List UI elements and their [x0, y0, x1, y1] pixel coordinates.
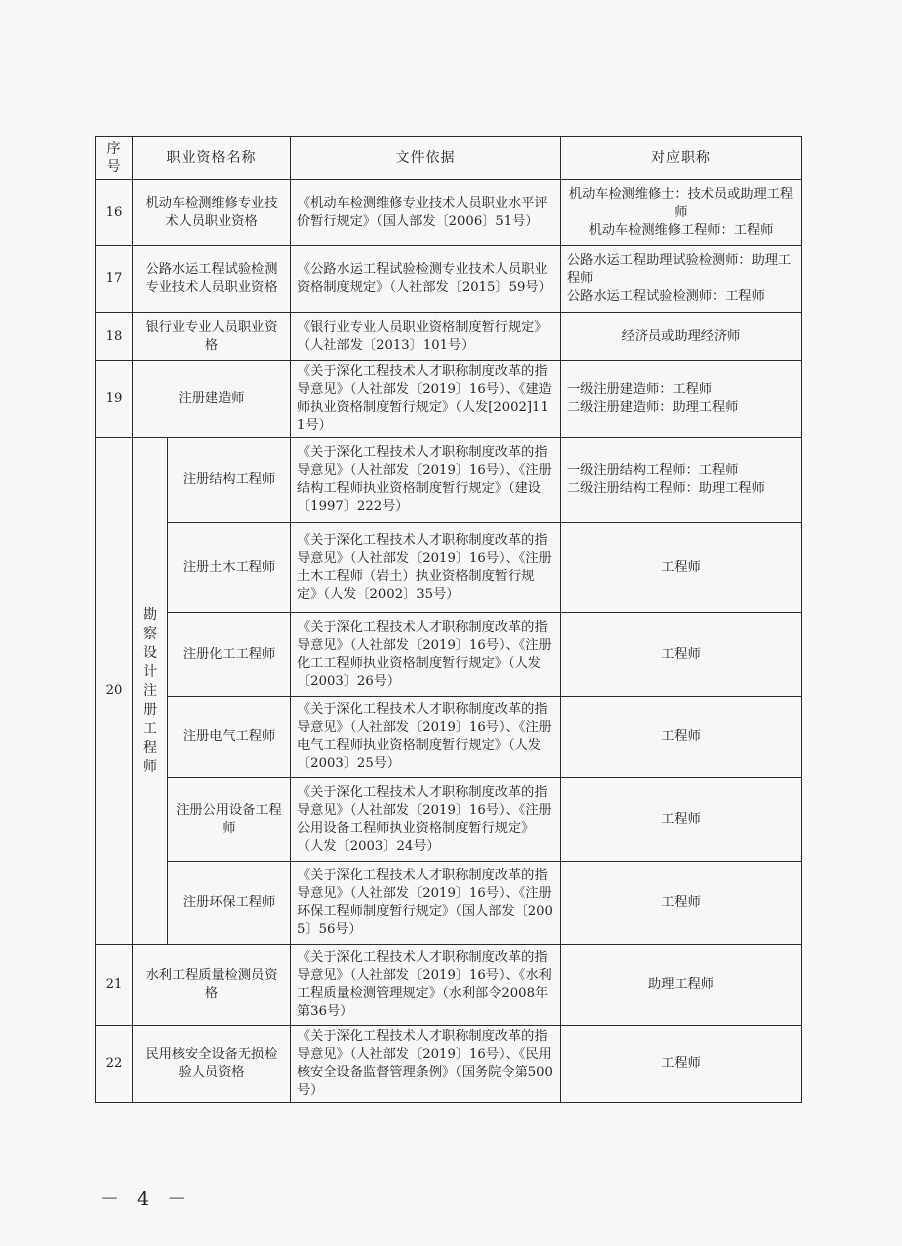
row-no: 21 — [96, 945, 133, 1026]
row-title: 公路水运工程助理试验检测师：助理工程师 公路水运工程试验检测师：工程师 — [561, 246, 802, 313]
row-title: 工程师 — [561, 862, 802, 945]
table-header-row — [96, 137, 802, 180]
row-name: 注册电气工程师 — [168, 697, 291, 778]
row-title: 一级注册结构工程师：工程师 二级注册结构工程师：助理工程师 — [561, 438, 802, 523]
row-basis: 《关于深化工程技术人才职称制度改革的指导意见》（人社部发〔2019〕16号）、《建造师执业资格制度暂行规定》（人发[2002]111号） — [291, 361, 561, 438]
row-no: 19 — [96, 361, 133, 438]
page-number: － 4 － — [100, 1188, 193, 1210]
group-category-label: 勘察设计注册工程师 — [143, 606, 157, 775]
row-name: 注册公用设备工程师 — [168, 778, 291, 862]
row-basis: 《关于深化工程技术人才职称制度改革的指导意见》（人社部发〔2019〕16号）、《注册电气工程师执业资格制度暂行规定》（人发〔2003〕25号） — [291, 697, 561, 778]
table-row — [96, 1026, 802, 1103]
header-name: 职业资格名称 — [133, 137, 291, 180]
row-name: 注册建造师 — [133, 361, 291, 438]
row-name: 银行业专业人员职业资格 — [133, 313, 291, 361]
row-name: 注册环保工程师 — [168, 862, 291, 945]
row-title: 工程师 — [561, 778, 802, 862]
row-no: 18 — [96, 313, 133, 361]
row-title: 机动车检测维修士：技术员或助理工程师 机动车检测维修工程师：工程师 — [561, 180, 802, 246]
row-no: 22 — [96, 1026, 133, 1103]
table-row — [96, 523, 802, 613]
row-no: 20 — [96, 438, 133, 945]
row-basis: 《关于深化工程技术人才职称制度改革的指导意见》（人社部发〔2019〕16号）、《注册土木工程师（岩土）执业资格制度暂行规定》（人发〔2002〕35号） — [291, 523, 561, 613]
row-name: 注册土木工程师 — [168, 523, 291, 613]
table-row — [96, 778, 802, 862]
table-row — [96, 246, 802, 313]
row-basis: 《关于深化工程技术人才职称制度改革的指导意见》（人社部发〔2019〕16号）、《注册公用设备工程师执业资格制度暂行规定》（人发〔2003〕24号） — [291, 778, 561, 862]
header-no: 序号 — [96, 137, 133, 180]
row-name: 注册结构工程师 — [168, 438, 291, 523]
row-title: 经济员或助理经济师 — [561, 313, 802, 361]
row-name: 机动车检测维修专业技术人员职业资格 — [133, 180, 291, 246]
group-category — [133, 438, 168, 945]
row-title: 工程师 — [561, 523, 802, 613]
row-title: 助理工程师 — [561, 945, 802, 1026]
table-row — [96, 697, 802, 778]
row-basis: 《机动车检测维修专业技术人员职业水平评价暂行规定》（国人部发〔2006〕51号） — [291, 180, 561, 246]
row-no: 17 — [96, 246, 133, 313]
table-row — [96, 862, 802, 945]
table-row — [96, 945, 802, 1026]
row-name: 注册化工工程师 — [168, 613, 291, 697]
row-basis: 《关于深化工程技术人才职称制度改革的指导意见》（人社部发〔2019〕16号）、《注册结构工程师执业资格制度暂行规定》（建设〔1997〕222号） — [291, 438, 561, 523]
row-basis: 《关于深化工程技术人才职称制度改革的指导意见》（人社部发〔2019〕16号）、《水利工程质量检测管理规定》（水利部令2008年第36号） — [291, 945, 561, 1026]
row-basis: 《关于深化工程技术人才职称制度改革的指导意见》（人社部发〔2019〕16号）、《民用核安全设备监督管理条例》（国务院令第500号） — [291, 1026, 561, 1103]
row-basis: 《关于深化工程技术人才职称制度改革的指导意见》（人社部发〔2019〕16号）、《注册化工工程师执业资格制度暂行规定》（人发〔2003〕26号） — [291, 613, 561, 697]
row-title: 工程师 — [561, 613, 802, 697]
table-row — [96, 361, 802, 438]
row-basis: 《银行业专业人员职业资格制度暂行规定》（人社部发〔2013〕101号） — [291, 313, 561, 361]
row-no: 16 — [96, 180, 133, 246]
header-title: 对应职称 — [561, 137, 802, 180]
table-row — [96, 438, 802, 523]
row-name: 水利工程质量检测员资格 — [133, 945, 291, 1026]
row-title: 工程师 — [561, 1026, 802, 1103]
qualification-table — [95, 136, 802, 1103]
table-row — [96, 613, 802, 697]
row-name: 公路水运工程试验检测专业技术人员职业资格 — [133, 246, 291, 313]
row-basis: 《公路水运工程试验检测专业技术人员职业资格制度规定》（人社部发〔2015〕59号） — [291, 246, 561, 313]
header-basis: 文件依据 — [291, 137, 561, 180]
table-row — [96, 313, 802, 361]
row-basis: 《关于深化工程技术人才职称制度改革的指导意见》（人社部发〔2019〕16号）、《注册环保工程师制度暂行规定》（国人部发〔2005〕56号） — [291, 862, 561, 945]
row-name: 民用核安全设备无损检验人员资格 — [133, 1026, 291, 1103]
row-title: 工程师 — [561, 697, 802, 778]
row-title: 一级注册建造师：工程师 二级注册建造师：助理工程师 — [561, 361, 802, 438]
table-row — [96, 180, 802, 246]
